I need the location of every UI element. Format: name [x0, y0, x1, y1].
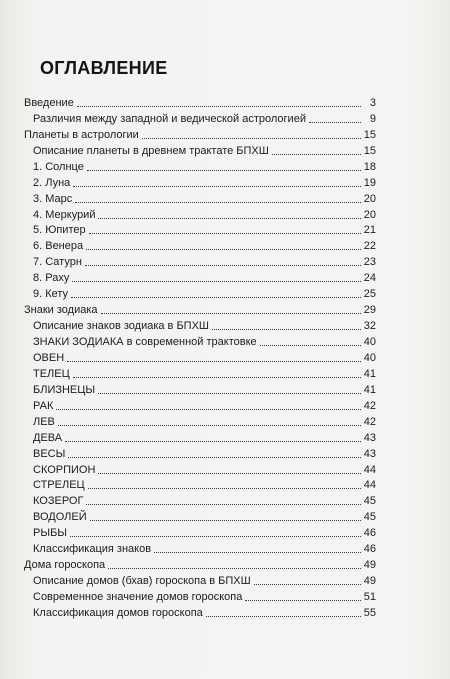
dot-leader — [73, 376, 361, 378]
dot-leader — [101, 312, 361, 314]
dot-leader — [75, 201, 360, 203]
dot-leader — [71, 296, 361, 298]
toc-section-entry — [24, 269, 376, 285]
dot-leader — [85, 264, 361, 266]
toc-section-entry — [24, 413, 376, 429]
toc-entry-label: 6. Венера — [33, 240, 84, 253]
toc-entry-page-number: 32 — [363, 320, 376, 333]
dot-leader — [58, 424, 361, 426]
dot-leader — [87, 169, 361, 171]
toc-entry-page-number: 40 — [363, 336, 376, 348]
toc-section-entry — [24, 397, 376, 413]
toc-entry-page-number: 21 — [363, 224, 376, 237]
toc-entry-label: Различия между западной и ведической астрологией — [33, 112, 306, 125]
toc-entry-label: 8. Раху — [33, 272, 70, 285]
toc-entry-page-number: 49 — [363, 575, 376, 588]
toc-entry-page-number: 44 — [363, 463, 376, 476]
toc-entry-label: ВЕСЫ — [33, 447, 66, 460]
toc-entry-label: КОЗЕРОГ — [33, 495, 84, 508]
toc-entry-page-number: 24 — [363, 272, 376, 285]
toc-entry-page-number: 43 — [363, 431, 376, 444]
toc-section-entry — [24, 110, 376, 126]
toc-chapter-entry — [24, 126, 376, 142]
dot-leader — [65, 440, 361, 442]
dot-leader — [86, 248, 361, 250]
toc-section-entry — [24, 253, 376, 269]
dot-leader — [245, 599, 360, 601]
toc-entry-page-number: 45 — [363, 511, 376, 524]
dot-leader — [70, 535, 361, 537]
toc-entry-page-number: 41 — [363, 367, 376, 380]
toc-entry-label: Дома гороскопа — [24, 559, 106, 572]
toc-section-entry — [24, 190, 376, 206]
toc-section-entry — [24, 540, 376, 556]
toc-entry-page-number: 44 — [363, 479, 376, 492]
toc-section-entry — [24, 206, 376, 222]
dot-leader — [67, 360, 361, 362]
toc-entry-label: Введение — [24, 96, 74, 109]
toc-entry-label: ЛЕВ — [33, 415, 55, 428]
toc-section-entry — [24, 572, 376, 588]
toc-entry-page-number: 42 — [363, 399, 376, 412]
dot-leader — [142, 137, 361, 139]
toc-section-entry — [24, 461, 376, 477]
dot-leader — [254, 583, 361, 585]
toc-entry-page-number: 19 — [363, 176, 376, 189]
dot-leader — [154, 551, 361, 553]
toc-entry-page-number: 42 — [363, 415, 376, 428]
toc-section-entry — [24, 237, 376, 253]
toc-entry-page-number: 23 — [363, 256, 376, 269]
toc-entry-label: 9. Кету — [33, 288, 69, 301]
toc-entry-label: СКОРПИОН — [33, 463, 96, 476]
toc-entry-page-number: 25 — [363, 288, 376, 301]
toc-entry-label: Описание домов (бхав) гороскопа в БПХШ — [33, 575, 251, 588]
dot-leader — [90, 519, 361, 521]
dot-leader — [73, 185, 360, 187]
toc-section-entry — [24, 477, 376, 493]
dot-leader — [98, 392, 361, 394]
toc-section-entry — [24, 492, 376, 508]
toc-entry-label: 5. Юпитер — [33, 224, 86, 237]
toc-section-entry — [24, 524, 376, 540]
toc-entry-page-number: 43 — [363, 447, 376, 460]
toc-entry-label: Описание планеты в древнем трактате БПХШ — [33, 144, 269, 157]
toc-entry-label: ОВЕН — [33, 351, 65, 364]
dot-leader — [98, 472, 360, 474]
toc-entry-label: Описание знаков зодиака в БПХШ — [33, 320, 210, 333]
toc-section-entry — [24, 381, 376, 397]
table-of-contents — [24, 94, 376, 620]
toc-entry-page-number: 15 — [363, 128, 376, 141]
toc-entry-label: Классификация домов гороскопа — [33, 606, 203, 619]
dot-leader — [68, 456, 360, 458]
toc-entry-page-number: 40 — [363, 351, 376, 364]
toc-entry-label: ДЕВА — [33, 431, 63, 444]
toc-entry-page-number: 46 — [363, 543, 376, 556]
toc-entry-page-number: 3 — [369, 96, 376, 109]
dot-leader — [309, 121, 361, 123]
toc-entry-label: ВОДОЛЕЙ — [33, 511, 87, 524]
toc-section-entry — [24, 365, 376, 381]
dot-leader — [206, 615, 361, 617]
toc-entry-page-number: 55 — [363, 606, 376, 619]
dot-leader — [272, 153, 361, 155]
toc-entry-page-number: 49 — [363, 559, 376, 572]
toc-section-entry — [24, 604, 376, 620]
toc-entry-label: РЫБЫ — [33, 527, 68, 540]
toc-entry-page-number: 20 — [363, 208, 376, 221]
dot-leader — [108, 567, 361, 569]
toc-section-entry — [24, 508, 376, 524]
toc-section-entry — [24, 349, 376, 365]
toc-entry-label: РАК — [33, 399, 54, 412]
toc-entry-page-number: 41 — [363, 383, 376, 396]
dot-leader — [77, 105, 361, 107]
toc-entry-page-number: 18 — [363, 160, 376, 173]
dot-leader — [260, 344, 361, 346]
dot-leader — [56, 408, 360, 410]
dot-leader — [98, 217, 360, 219]
toc-section-entry — [24, 588, 376, 604]
toc-section-entry — [24, 142, 376, 158]
toc-section-entry — [24, 445, 376, 461]
toc-section-entry — [24, 317, 376, 333]
toc-entry-page-number: 29 — [363, 304, 376, 317]
dot-leader — [86, 503, 360, 505]
toc-entry-label: ТЕЛЕЦ — [33, 367, 70, 380]
toc-entry-page-number: 15 — [363, 144, 376, 157]
toc-section-entry — [24, 174, 376, 190]
toc-section-entry — [24, 158, 376, 174]
toc-entry-page-number: 22 — [363, 240, 376, 253]
toc-entry-label: СТРЕЛЕЦ — [33, 479, 85, 492]
dot-leader — [88, 487, 361, 489]
toc-chapter-entry — [24, 94, 376, 110]
toc-section-entry — [24, 333, 376, 349]
toc-entry-label: 4. Меркурий — [33, 208, 96, 221]
toc-entry-label: Современное значение домов гороскопа — [33, 591, 243, 603]
dot-leader — [72, 280, 360, 282]
toc-section-entry — [24, 285, 376, 301]
toc-entry-label: 3. Марс — [33, 192, 73, 205]
toc-entry-label: ЗНАКИ ЗОДИАКА в современной трактовке — [33, 336, 257, 348]
toc-section-entry — [24, 222, 376, 238]
dot-leader — [212, 328, 361, 330]
toc-entry-page-number: 9 — [369, 112, 376, 125]
toc-entry-page-number: 20 — [363, 192, 376, 205]
toc-entry-label: 7. Сатурн — [33, 256, 82, 269]
toc-entry-label: БЛИЗНЕЦЫ — [33, 383, 96, 396]
toc-entry-page-number: 46 — [363, 527, 376, 540]
dot-leader — [89, 232, 361, 234]
toc-chapter-entry — [24, 301, 376, 317]
toc-entry-label: 1. Солнце — [33, 160, 84, 173]
toc-entry-label: Классификация знаков — [33, 543, 152, 556]
toc-section-entry — [24, 429, 376, 445]
toc-entry-page-number: 51 — [363, 591, 376, 603]
toc-entry-label: Планеты в астрологии — [24, 128, 139, 141]
toc-chapter-entry — [24, 556, 376, 572]
toc-entry-label: 2. Луна — [33, 176, 71, 189]
toc-entry-page-number: 45 — [363, 495, 376, 508]
page-title: ОГЛАВЛЕНИЕ — [40, 58, 168, 78]
toc-entry-label: Знаки зодиака — [24, 304, 98, 317]
